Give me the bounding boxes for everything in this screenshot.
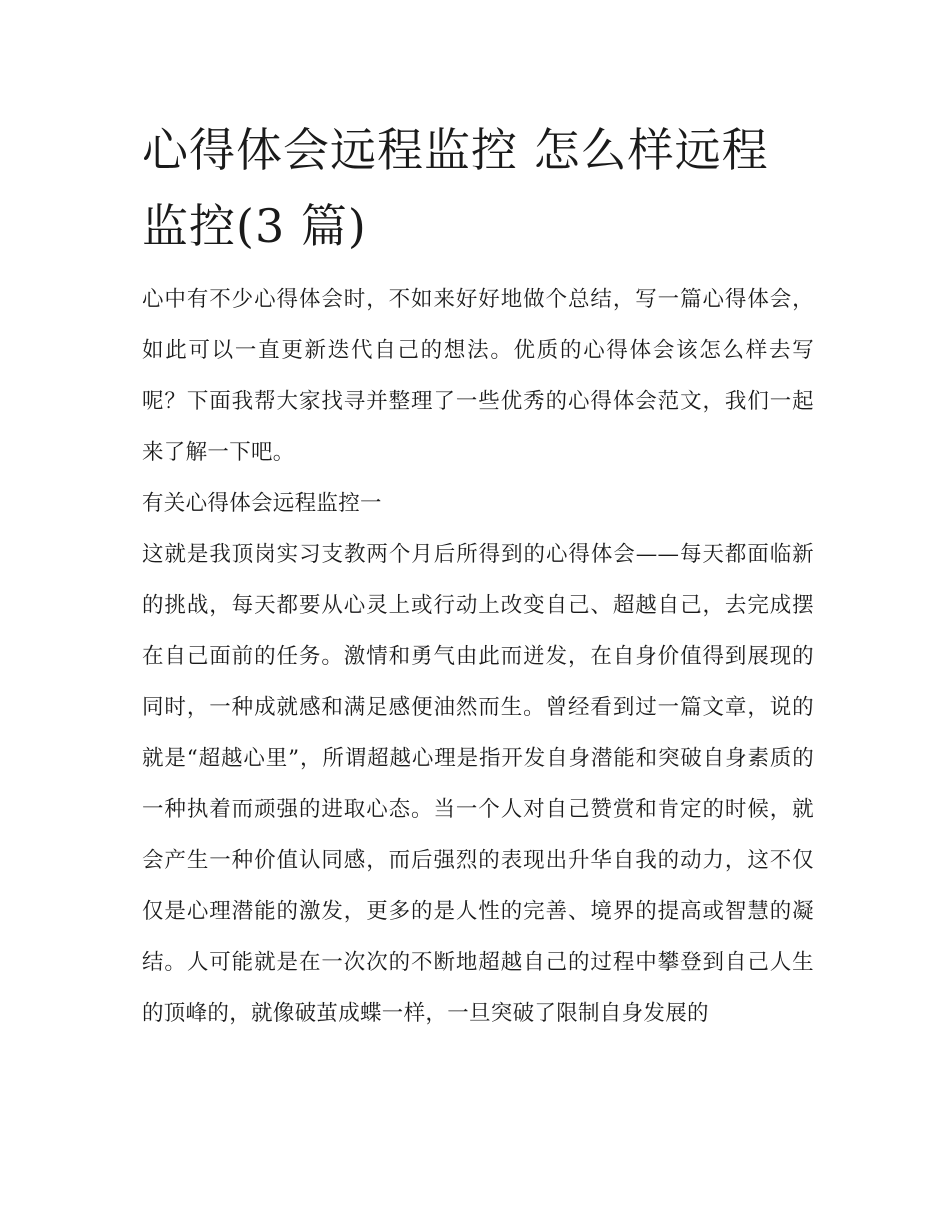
document-page <box>142 112 814 1039</box>
section-heading: 有关心得体会远程监控一 <box>142 491 382 516</box>
intro-paragraph: 心中有不少心得体会时，不如来好好地做个总结，写一篇心得体会，如此可以一直更新迭代自己的想法。优质的心得体会该怎么样去写呢？下面我帮大家找寻并整理了一些优秀的心得体会范文，我们一起来了解一下吧。 <box>142 287 814 465</box>
document-title-line2: 监控(3 篇) <box>142 199 367 253</box>
document-title <box>142 112 814 264</box>
document-title-line1: 心得体会远程监控 怎么样远程 <box>142 123 769 177</box>
body-paragraph: 这就是我顶岗实习支教两个月后所得到的心得体会——每天都面临新的挑战，每天都要从心灵上或行动上改变自己、超越自己，去完成摆在自己面前的任务。激情和勇气由此而迸发，在自身价值得到展现的同时，一种成就感和满足感便油然而生。曾经看到过一篇文章，说的就是“超越心里”，所谓超越心理是指开发自身潜能和突破自身素质的一种执着而顽强的进取心态。当一个人对自己赞赏和肯定的时候，就会产生一种价值认同感，而后强烈的表现出升华自我的动力，这不仅仅是心理潜能的激发，更多的是人性的完善、境界的提高或智慧的凝结。人可能就是在一次次的不断地超越自己的过程中攀登到自己人生的顶峰的，就像破茧成蝶一样，一旦突破了限制自身发展的 <box>142 542 814 1026</box>
